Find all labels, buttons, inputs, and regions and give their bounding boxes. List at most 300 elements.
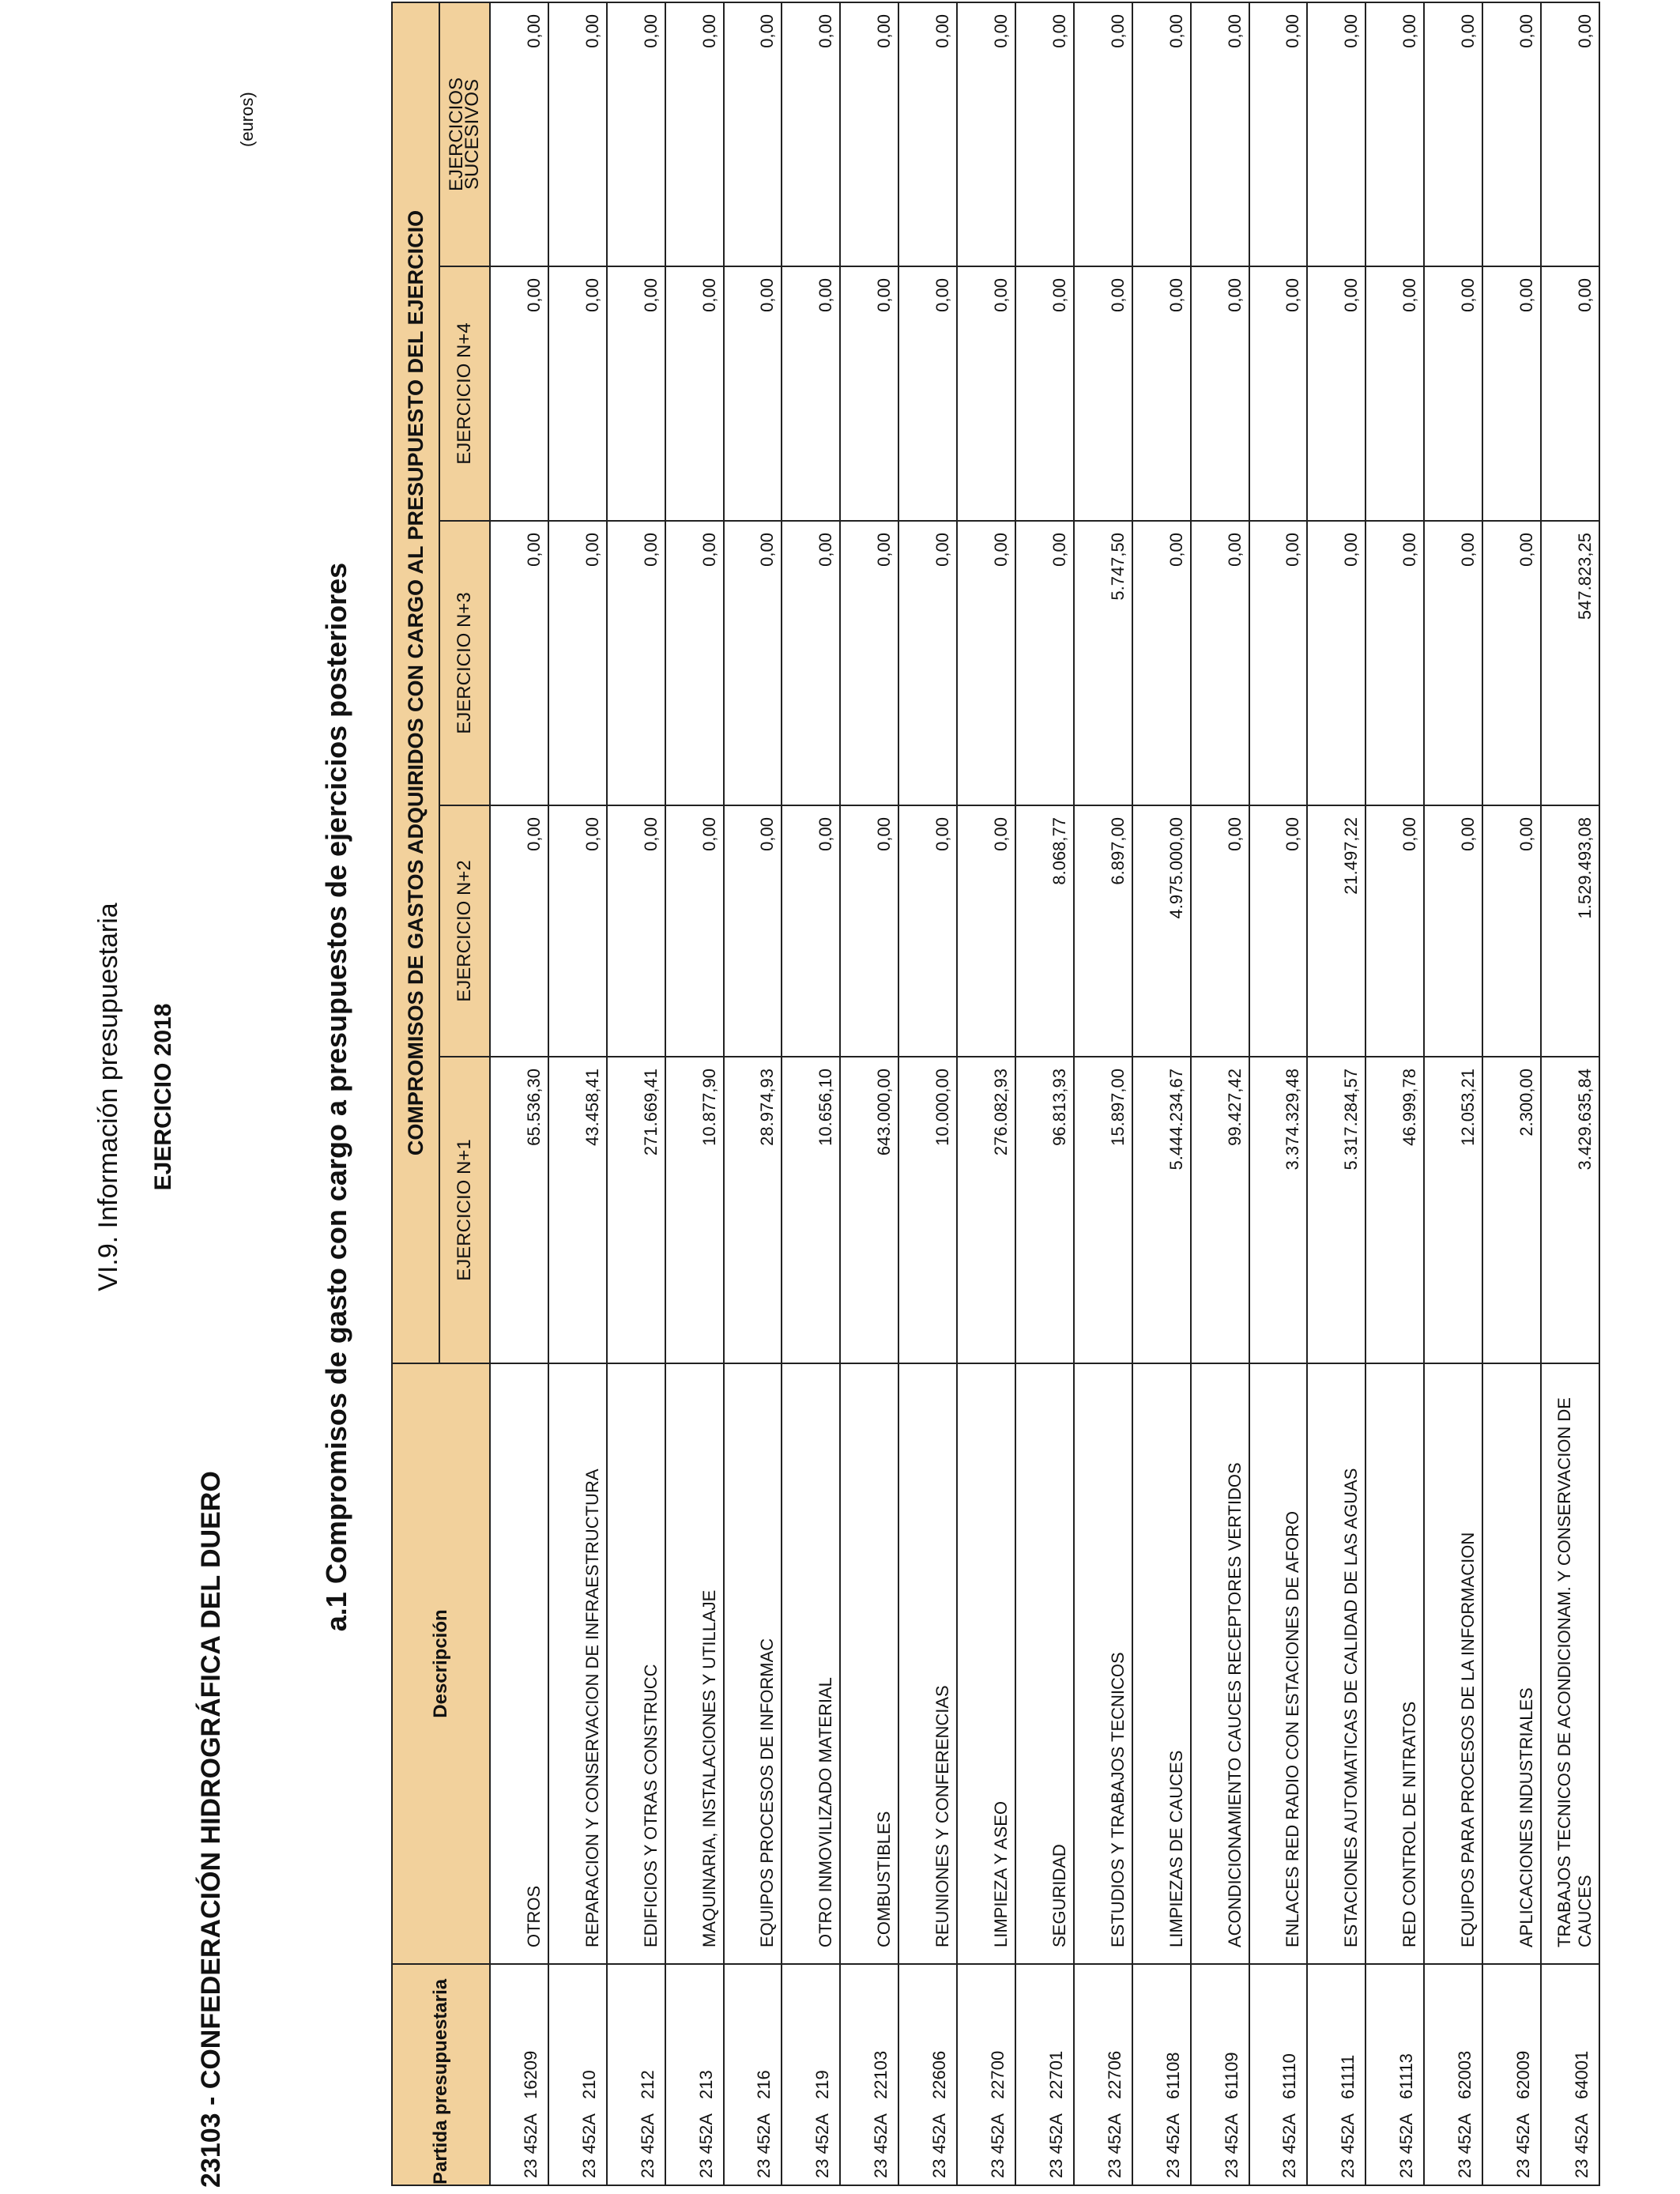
descripcion-text: APLICACIONES INDUSTRIALES [1516,1687,1537,1947]
ejercicio-n1-value: 10.877,90 [699,1069,719,1146]
ejercicio-n4-value: 0,00 [1341,278,1362,312]
ejercicios-sucesivos-cell [1132,2,1191,266]
ejercicio-n4-cell [490,266,548,521]
partida-cell [957,1964,1015,2185]
ejercicio-n2-value: 6.897,00 [1107,817,1128,885]
descripcion-cell [957,1363,1015,1964]
ejercicio-n1-cell [665,1057,724,1363]
ejercicios-sucesivos-value: 0,00 [1107,13,1128,48]
units-label: (euros) [237,92,257,147]
descripcion-text: LIMPIEZA Y ASEO [991,1800,1011,1947]
commitments-table [391,2,1600,2186]
partida-cell [1015,1964,1074,2185]
ejercicio-n2-value: 0,00 [1283,817,1303,851]
partida-cell [1482,1964,1541,2185]
partida-economic-code: 61109 [1221,2052,1241,2099]
ejercicios-sucesivos-value: 0,00 [1341,13,1362,48]
ejercicio-n2-value: 0,00 [582,817,602,851]
ejercicio-n1-value: 2.300,00 [1516,1069,1537,1137]
descripcion-text: SEGURIDAD [1049,1844,1069,1947]
ejercicio-n2-value: 0,00 [1516,817,1537,851]
ejercicio-n1-value: 28.974,93 [757,1069,778,1146]
ejercicio-n2-value: 1.529.493,08 [1575,817,1595,919]
ejercicio-n4-value: 0,00 [1516,278,1537,312]
table-row [898,2,957,2185]
ejercicio-n4-cell [898,266,957,521]
ejercicio-n1-cell [490,1057,548,1363]
page-title: VI.9. Información presupuestaria [93,903,123,1291]
ejercicios-sucesivos-value: 0,00 [523,13,544,48]
partida-program: 23 452A [637,2113,657,2178]
descripcion-cell [607,1363,665,1964]
ejercicio-n3-cell [1191,521,1249,805]
ejercicio-n4-cell [724,266,782,521]
partida-program: 23 452A [1572,2113,1591,2178]
ejercicio-n4-value: 0,00 [1049,278,1069,312]
ejercicios-sucesivos-value: 0,00 [1575,13,1595,48]
ejercicio-n1-cell [1249,1057,1308,1363]
ejercicio-n2-cell [782,805,840,1057]
ejercicios-sucesivos-value: 0,00 [874,13,895,48]
ejercicio-n1-cell [1482,1057,1541,1363]
ejercicios-sucesivos-value: 0,00 [991,13,1011,48]
ejercicios-sucesivos-cell [1365,2,1424,266]
ejercicio-n4-cell [1541,266,1599,521]
ejercicio-n1-value: 276.082,93 [991,1069,1011,1156]
partida-economic-code: 61110 [1279,2053,1300,2099]
descripcion-cell [782,1363,840,1964]
partida-cell [1307,1964,1365,2185]
ejercicio-n2-value: 0,00 [1399,817,1420,851]
ejercicio-n4-cell [1015,266,1074,521]
header-ejercicio-n4: EJERCICIO N+4 [439,266,490,521]
partida-cell [840,1964,898,2185]
ejercicio-n1-value: 10.656,10 [816,1069,836,1146]
ejercicio-n1-value: 643.000,00 [874,1069,895,1156]
partida-program: 23 452A [754,2113,774,2178]
ejercicio-n2-cell [1132,805,1191,1057]
ejercicio-n3-value: 0,00 [1399,533,1420,567]
ejercicio-n2-cell [1365,805,1424,1057]
ejercicio-n1-cell [548,1057,607,1363]
partida-cell [782,1964,840,2185]
ejercicios-sucesivos-value: 0,00 [1458,13,1478,48]
table-row [1541,2,1599,2185]
ejercicios-sucesivos-value: 0,00 [1283,13,1303,48]
table-row [607,2,665,2185]
ejercicios-sucesivos-value: 0,00 [816,13,836,48]
ejercicio-n4-value: 0,00 [757,278,778,312]
descripcion-cell [548,1363,607,1964]
ejercicio-n3-value: 0,00 [1049,533,1069,567]
header-ejercicio-n2: EJERCICIO N+2 [439,805,490,1057]
ejercicio-n1-cell [1132,1057,1191,1363]
ejercicios-sucesivos-cell [1307,2,1365,266]
descripcion-cell [1074,1363,1132,1964]
ejercicios-sucesivos-cell [490,2,548,266]
ejercicio-n4-cell [840,266,898,521]
ejercicio-n3-value: 0,00 [582,533,602,567]
ejercicio-n3-cell [1249,521,1308,805]
partida-cell [490,1964,548,2185]
descripcion-text: TRABAJOS TECNICOS DE ACONDICIONAM. Y CONSERVACION DE CAUCES [1554,1397,1595,1947]
table-row [490,2,548,2185]
ejercicios-sucesivos-cell [724,2,782,266]
ejercicios-sucesivos-cell [782,2,840,266]
ejercicio-n3-cell [724,521,782,805]
ejercicios-sucesivos-cell [1249,2,1308,266]
ejercicio-n2-value: 0,00 [523,817,544,851]
ejercicio-n2-cell [1307,805,1365,1057]
descripcion-text: ACONDICIONAMIENTO CAUCES RECEPTORES VERTIDOS [1224,1462,1245,1947]
ejercicio-n4-value: 0,00 [1224,278,1245,312]
partida-economic-code: 22706 [1104,2050,1124,2099]
ejercicio-n2-value: 4.975.000,00 [1166,817,1186,919]
partida-economic-code: 61108 [1162,2052,1183,2099]
partida-program: 23 452A [520,2113,541,2178]
ejercicio-n4-value: 0,00 [1107,278,1128,312]
partida-cell [898,1964,957,2185]
partida-program: 23 452A [1513,2113,1534,2178]
ejercicio-n1-value: 271.669,41 [640,1069,661,1156]
table-row [1482,2,1541,2185]
ejercicios-sucesivos-cell [898,2,957,266]
ejercicio-n1-value: 96.813,93 [1049,1069,1069,1146]
descripcion-cell [1541,1363,1599,1964]
ejercicio-n3-value: 0,00 [816,533,836,567]
ejercicio-n4-value: 0,00 [816,278,836,312]
ejercicio-n2-cell [1191,805,1249,1057]
ejercicio-n3-value: 0,00 [991,533,1011,567]
ejercicio-n1-value: 5.444.234,67 [1166,1069,1186,1171]
ejercicio-n2-cell [724,805,782,1057]
partida-economic-code: 62009 [1513,2050,1534,2099]
ejercicios-sucesivos-value: 0,00 [1399,13,1420,48]
partida-cell [1249,1964,1308,2185]
ejercicio-n3-cell [1541,521,1599,805]
section-title: a.1 Compromisos de gasto con cargo a presupuestos de ejercicios posteriores [320,562,352,1632]
partida-economic-code: 210 [578,2070,599,2099]
ejercicio-n2-value: 8.068,77 [1049,817,1069,885]
ejercicio-n3-value: 0,00 [1224,533,1245,567]
ejercicio-n2-cell [898,805,957,1057]
ejercicio-n4-cell [1424,266,1482,521]
partida-cell [1541,1964,1599,2185]
ejercicios-sucesivos-value: 0,00 [1224,13,1245,48]
ejercicio-n1-cell [607,1057,665,1363]
ejercicios-sucesivos-value: 0,00 [757,13,778,48]
ejercicio-n1-cell [957,1057,1015,1363]
ejercicio-n1-value: 46.999,78 [1399,1069,1420,1146]
ejercicio-n2-value: 21.497,22 [1341,817,1362,895]
ejercicio-n4-cell [1365,266,1424,521]
ejercicio-n3-cell [898,521,957,805]
partida-program: 23 452A [695,2113,716,2178]
ejercicio-n1-cell [724,1057,782,1363]
ejercicio-n2-value: 0,00 [874,817,895,851]
ejercicio-n1-value: 15.897,00 [1107,1069,1128,1146]
header-sucesivos-line2: SUCESIVOS [461,78,483,190]
ejercicio-n1-cell [1424,1057,1482,1363]
ejercicio-n4-value: 0,00 [932,278,953,312]
ejercicio-n3-value: 0,00 [523,533,544,567]
partida-program: 23 452A [988,2113,1008,2178]
descripcion-cell [898,1363,957,1964]
ejercicio-n4-value: 0,00 [874,278,895,312]
fiscal-year: EJERCICIO 2018 [150,1003,176,1191]
ejercicio-n3-cell [1015,521,1074,805]
ejercicio-n4-value: 0,00 [582,278,602,312]
ejercicio-n3-cell [782,521,840,805]
ejercicio-n1-cell [1074,1057,1132,1363]
descripcion-cell [1307,1363,1365,1964]
descripcion-cell [724,1363,782,1964]
descripcion-cell [1365,1363,1424,1964]
ejercicio-n1-value: 99.427,42 [1224,1069,1245,1146]
ejercicio-n4-value: 0,00 [1399,278,1420,312]
ejercicio-n1-cell [782,1057,840,1363]
descripcion-cell [665,1363,724,1964]
ejercicio-n4-value: 0,00 [699,278,719,312]
descripcion-cell [1015,1363,1074,1964]
table-body [490,2,1599,2185]
ejercicio-n4-value: 0,00 [1283,278,1303,312]
ejercicio-n4-cell [1074,266,1132,521]
ejercicio-n4-cell [1482,266,1541,521]
descripcion-text: EDIFICIOS Y OTRAS CONSTRUCC [640,1664,661,1947]
descripcion-cell [1191,1363,1249,1964]
ejercicio-n3-cell [1365,521,1424,805]
table-row [548,2,607,2185]
ejercicio-n2-cell [1482,805,1541,1057]
ejercicio-n4-cell [782,266,840,521]
ejercicio-n3-value: 0,00 [874,533,895,567]
ejercicio-n4-cell [1307,266,1365,521]
header-group: COMPROMISOS DE GASTOS ADQUIRIDOS CON CARGO AL PRESUPUESTO DEL EJERCICIO [392,2,439,1363]
ejercicio-n3-value: 0,00 [932,533,953,567]
ejercicio-n3-cell [665,521,724,805]
ejercicio-n1-cell [1541,1057,1599,1363]
table-row [1424,2,1482,2185]
ejercicio-n1-value: 65.536,30 [523,1069,544,1146]
descripcion-text: OTRO INMOVILIZADO MATERIAL [816,1677,836,1947]
partida-economic-code: 216 [754,2070,774,2099]
table-row [1074,2,1132,2185]
descripcion-text: COMBUSTIBLES [874,1811,895,1947]
ejercicio-n1-cell [840,1057,898,1363]
ejercicio-n2-value: 0,00 [699,817,719,851]
ejercicios-sucesivos-cell [1191,2,1249,266]
descripcion-cell [1249,1363,1308,1964]
descripcion-cell [1132,1363,1191,1964]
table-row [1191,2,1249,2185]
ejercicios-sucesivos-value: 0,00 [932,13,953,48]
partida-program: 23 452A [1396,2113,1417,2178]
ejercicios-sucesivos-value: 0,00 [640,13,661,48]
ejercicio-n3-cell [607,521,665,805]
descripcion-text: ESTACIONES AUTOMATICAS DE CALIDAD DE LAS AGUAS [1341,1468,1362,1947]
descripcion-cell [840,1363,898,1964]
ejercicio-n4-cell [1249,266,1308,521]
descripcion-text: REPARACION Y CONSERVACION DE INFRAESTRUCTURA [582,1468,602,1947]
descripcion-text: EQUIPOS PARA PROCESOS DE LA INFORMACION [1458,1532,1478,1947]
ejercicio-n4-value: 0,00 [991,278,1011,312]
ejercicio-n3-value: 5.747,50 [1107,533,1128,601]
ejercicios-sucesivos-cell [1424,2,1482,266]
ejercicios-sucesivos-value: 0,00 [1049,13,1069,48]
descripcion-cell [490,1363,548,1964]
partida-economic-code: 22103 [871,2050,891,2099]
descripcion-text: LIMPIEZAS DE CAUCES [1166,1750,1186,1947]
ejercicio-n2-cell [1015,805,1074,1057]
partida-economic-code: 61113 [1396,2053,1417,2099]
ejercicio-n3-cell [548,521,607,805]
ejercicios-sucesivos-cell [957,2,1015,266]
ejercicio-n2-value: 0,00 [1458,817,1478,851]
ejercicio-n2-value: 0,00 [757,817,778,851]
entity-name: 23103 - CONFEDERACIÓN HIDROGRÁFICA DEL DUERO [196,1471,226,2188]
ejercicio-n3-cell [840,521,898,805]
ejercicio-n3-value: 0,00 [699,533,719,567]
ejercicio-n4-value: 0,00 [523,278,544,312]
partida-program: 23 452A [929,2113,950,2178]
ejercicio-n2-cell [490,805,548,1057]
ejercicio-n1-cell [1191,1057,1249,1363]
header-descripcion: Descripción [392,1363,490,1964]
partida-program: 23 452A [1455,2113,1475,2178]
ejercicio-n2-cell [1249,805,1308,1057]
ejercicio-n4-cell [957,266,1015,521]
ejercicio-n3-value: 0,00 [1516,533,1537,567]
ejercicio-n2-value: 0,00 [640,817,661,851]
partida-economic-code: 22701 [1045,2050,1066,2099]
ejercicio-n2-cell [665,805,724,1057]
partida-economic-code: 213 [695,2070,716,2099]
ejercicio-n1-cell [1307,1057,1365,1363]
partida-program: 23 452A [871,2113,891,2178]
partida-economic-code: 219 [812,2070,833,2099]
table-row [1307,2,1365,2185]
descripcion-text: EQUIPOS PROCESOS DE INFORMAC [757,1638,778,1947]
ejercicio-n4-value: 0,00 [1166,278,1186,312]
ejercicios-sucesivos-cell [607,2,665,266]
ejercicio-n2-cell [548,805,607,1057]
partida-economic-code: 16209 [520,2050,541,2099]
ejercicio-n3-cell [1424,521,1482,805]
ejercicios-sucesivos-value: 0,00 [699,13,719,48]
ejercicio-n1-value: 3.429.635,84 [1575,1069,1595,1171]
ejercicio-n1-value: 12.053,21 [1458,1069,1478,1146]
descripcion-text: ESTUDIOS Y TRABAJOS TECNICOS [1107,1652,1128,1947]
ejercicio-n4-cell [1191,266,1249,521]
ejercicio-n1-cell [1015,1057,1074,1363]
ejercicios-sucesivos-cell [1541,2,1599,266]
ejercicios-sucesivos-cell [1015,2,1074,266]
partida-program: 23 452A [1221,2113,1241,2178]
table-row [1365,2,1424,2185]
ejercicio-n2-cell [957,805,1015,1057]
partida-cell [1365,1964,1424,2185]
ejercicio-n3-value: 547.823,25 [1575,533,1595,620]
partida-economic-code: 212 [637,2070,657,2099]
ejercicio-n3-value: 0,00 [1458,533,1478,567]
ejercicio-n1-cell [1365,1057,1424,1363]
ejercicio-n2-cell [607,805,665,1057]
ejercicio-n4-value: 0,00 [1575,278,1595,312]
ejercicio-n3-value: 0,00 [640,533,661,567]
ejercicio-n4-cell [607,266,665,521]
ejercicio-n2-value: 0,00 [1224,817,1245,851]
ejercicios-sucesivos-cell [665,2,724,266]
partida-economic-code: 61111 [1338,2054,1358,2099]
ejercicio-n2-value: 0,00 [991,817,1011,851]
partida-cell [724,1964,782,2185]
header-ejercicio-n1: EJERCICIO N+1 [439,1057,490,1363]
ejercicios-sucesivos-cell [548,2,607,266]
ejercicio-n3-value: 0,00 [757,533,778,567]
ejercicios-sucesivos-value: 0,00 [1516,13,1537,48]
partida-cell [607,1964,665,2185]
descripcion-text: RED CONTROL DE NITRATOS [1399,1701,1420,1947]
ejercicio-n3-value: 0,00 [1166,533,1186,567]
partida-program: 23 452A [1104,2113,1124,2178]
ejercicio-n3-cell [1482,521,1541,805]
ejercicio-n4-cell [665,266,724,521]
partida-economic-code: 22700 [988,2050,1008,2099]
ejercicio-n3-cell [1307,521,1365,805]
partida-cell [1191,1964,1249,2185]
ejercicios-sucesivos-cell [1074,2,1132,266]
descripcion-cell [1424,1363,1482,1964]
table-row [840,2,898,2185]
ejercicio-n2-value: 0,00 [816,817,836,851]
ejercicio-n3-cell [1074,521,1132,805]
ejercicio-n4-cell [548,266,607,521]
partida-economic-code: 62003 [1455,2050,1475,2099]
ejercicio-n2-cell [840,805,898,1057]
descripcion-cell [1482,1363,1541,1964]
ejercicio-n3-value: 0,00 [1341,533,1362,567]
ejercicio-n3-value: 0,00 [1283,533,1303,567]
partida-program: 23 452A [1279,2113,1300,2178]
partida-cell [1074,1964,1132,2185]
ejercicios-sucesivos-value: 0,00 [1166,13,1186,48]
ejercicio-n1-value: 10.000,00 [932,1069,953,1146]
ejercicio-n1-cell [898,1057,957,1363]
table-row [665,2,724,2185]
partida-cell [1132,1964,1191,2185]
partida-cell [665,1964,724,2185]
table-row [957,2,1015,2185]
ejercicio-n2-cell [1424,805,1482,1057]
table-row [1132,2,1191,2185]
ejercicios-sucesivos-value: 0,00 [582,13,602,48]
descripcion-text: OTROS [523,1885,544,1947]
ejercicio-n4-value: 0,00 [640,278,661,312]
header-ejercicios-sucesivos [439,2,490,266]
ejercicio-n4-value: 0,00 [1458,278,1478,312]
header-ejercicio-n3: EJERCICIO N+3 [439,521,490,805]
partida-cell [1424,1964,1482,2185]
partida-program: 23 452A [578,2113,599,2178]
descripcion-text: ENLACES RED RADIO CON ESTACIONES DE AFORO [1283,1510,1303,1947]
partida-cell [548,1964,607,2185]
descripcion-text: MAQUINARIA, INSTALACIONES Y UTILLAJE [699,1589,719,1947]
ejercicio-n1-value: 43.458,41 [582,1069,602,1146]
table-row [724,2,782,2185]
partida-program: 23 452A [812,2113,833,2178]
ejercicios-sucesivos-cell [840,2,898,266]
